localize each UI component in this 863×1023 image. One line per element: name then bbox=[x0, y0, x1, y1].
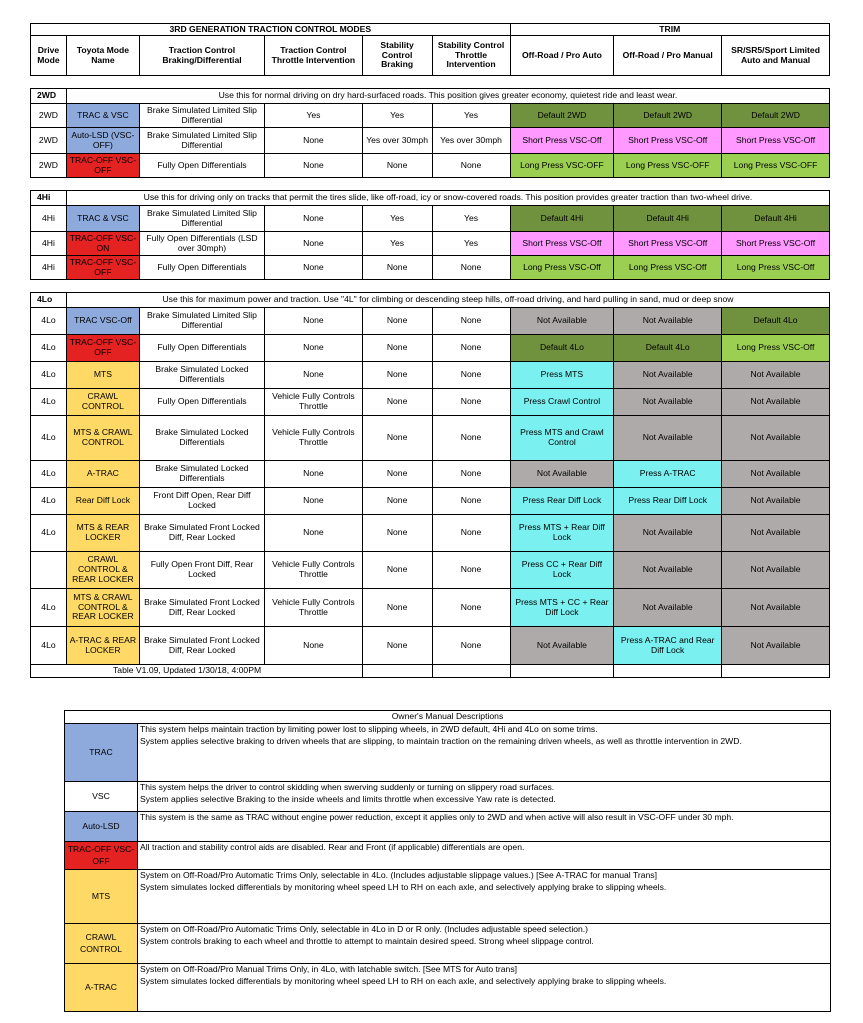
trim-sr-sport-cell: Not Available bbox=[722, 488, 830, 515]
mode-name-cell: TRAC-OFF VSC-OFF bbox=[66, 335, 139, 362]
col-header-offroad-manual: Off-Road / Pro Manual bbox=[614, 36, 722, 76]
section-spacer bbox=[31, 76, 830, 89]
sc-throttle-cell: None bbox=[432, 461, 510, 488]
tc-braking-cell: Brake Simulated Limited Slip Differential bbox=[139, 308, 264, 335]
tc-throttle-cell: Vehicle Fully Controls Throttle bbox=[265, 416, 363, 461]
description-text bbox=[138, 782, 831, 812]
spacer-cell bbox=[31, 178, 830, 191]
drive-mode-cell: 4Lo bbox=[31, 389, 67, 416]
spacer-cell bbox=[31, 280, 830, 293]
trim-offroad-manual-cell: Long Press VSC-Off bbox=[614, 256, 722, 280]
tc-throttle-cell: None bbox=[265, 256, 363, 280]
sc-braking-cell: None bbox=[362, 256, 432, 280]
sc-throttle-cell: Yes bbox=[432, 232, 510, 256]
sc-throttle-cell: None bbox=[432, 416, 510, 461]
description-text bbox=[138, 964, 831, 1012]
section-header-2wd bbox=[31, 89, 830, 104]
tc-throttle-cell: Vehicle Fully Controls Throttle bbox=[265, 552, 363, 589]
tc-throttle-cell: None bbox=[265, 335, 363, 362]
sc-braking-cell: None bbox=[362, 416, 432, 461]
tc-braking-cell: Front Diff Open, Rear Diff Locked bbox=[139, 488, 264, 515]
mode-name-cell: MTS & CRAWL CONTROL bbox=[66, 416, 139, 461]
drive-mode-cell: 2WD bbox=[31, 154, 67, 178]
tc-braking-cell: Brake Simulated Locked Differentials bbox=[139, 362, 264, 389]
drive-mode-cell: 2WD bbox=[31, 104, 67, 128]
description-row bbox=[65, 924, 831, 964]
sc-throttle-cell: Yes bbox=[432, 104, 510, 128]
trim-offroad-manual-cell: Press A-TRAC and Rear Diff Lock bbox=[614, 627, 722, 665]
section-spacer bbox=[31, 178, 830, 191]
footer-empty-cell bbox=[362, 665, 432, 678]
trim-offroad-manual-cell: Not Available bbox=[614, 362, 722, 389]
tc-throttle-cell: None bbox=[265, 461, 363, 488]
trim-offroad-manual-cell: Press Rear Diff Lock bbox=[614, 488, 722, 515]
section-header-4hi bbox=[31, 191, 830, 206]
trim-sr-sport-cell: Not Available bbox=[722, 461, 830, 488]
trim-offroad-auto-cell: Press MTS + Rear Diff Lock bbox=[510, 515, 614, 552]
mode-name-cell: MTS bbox=[66, 362, 139, 389]
trim-offroad-auto-cell: Short Press VSC-Off bbox=[510, 232, 614, 256]
tc-throttle-cell: None bbox=[265, 206, 363, 232]
trim-sr-sport-cell: Not Available bbox=[722, 416, 830, 461]
modes-group-header: 3RD GENERATION TRACTION CONTROL MODES bbox=[31, 24, 511, 36]
mode-name-cell: TRAC & VSC bbox=[66, 104, 139, 128]
trim-offroad-auto-cell: Press MTS + CC + Rear Diff Lock bbox=[510, 589, 614, 627]
trim-offroad-manual-cell: Short Press VSC-Off bbox=[614, 128, 722, 154]
table-row bbox=[31, 552, 830, 589]
mode-name-cell: Rear Diff Lock bbox=[66, 488, 139, 515]
table-row bbox=[31, 627, 830, 665]
mode-name-cell: TRAC-OFF VSC-OFF bbox=[66, 256, 139, 280]
sc-braking-cell: None bbox=[362, 362, 432, 389]
drive-mode-cell: 4Lo bbox=[31, 335, 67, 362]
trim-sr-sport-cell: Not Available bbox=[722, 627, 830, 665]
trim-offroad-auto-cell: Not Available bbox=[510, 308, 614, 335]
description-row bbox=[65, 782, 831, 812]
sc-braking-cell: Yes bbox=[362, 232, 432, 256]
sc-braking-cell: None bbox=[362, 335, 432, 362]
description-row bbox=[65, 812, 831, 842]
drive-mode-cell: 4Hi bbox=[31, 206, 67, 232]
sc-throttle-cell: None bbox=[432, 627, 510, 665]
sc-braking-cell: None bbox=[362, 389, 432, 416]
section-note: Use this for maximum power and traction. Use "4L" for climbing or descending steep hills, off-road driving, and hard pulling in sand, mud or deep snow bbox=[66, 293, 829, 308]
tc-braking-cell: Brake Simulated Limited Slip Differential bbox=[139, 104, 264, 128]
mode-name-cell: Auto-LSD (VSC-OFF) bbox=[66, 128, 139, 154]
table-row bbox=[31, 589, 830, 627]
trim-offroad-auto-cell: Press Rear Diff Lock bbox=[510, 488, 614, 515]
col-header-offroad-auto: Off-Road / Pro Auto bbox=[510, 36, 614, 76]
mode-name-cell: MTS & REAR LOCKER bbox=[66, 515, 139, 552]
trim-offroad-manual-cell: Default 4Hi bbox=[614, 206, 722, 232]
description-line: This system helps maintain traction by limiting power lost to slipping wheels, in 2WD default, 4Hi and 4Lo on some trims. bbox=[140, 724, 598, 734]
trim-offroad-auto-cell: Press MTS bbox=[510, 362, 614, 389]
sc-throttle-cell: None bbox=[432, 154, 510, 178]
section-spacer bbox=[31, 280, 830, 293]
tc-braking-cell: Brake Simulated Front Locked Diff, Rear Locked bbox=[139, 515, 264, 552]
trim-offroad-auto-cell: Long Press VSC-OFF bbox=[510, 154, 614, 178]
trim-sr-sport-cell: Not Available bbox=[722, 552, 830, 589]
tc-throttle-cell: None bbox=[265, 154, 363, 178]
tc-throttle-cell: None bbox=[265, 232, 363, 256]
sc-throttle-cell: None bbox=[432, 589, 510, 627]
table-row bbox=[31, 256, 830, 280]
description-row bbox=[65, 724, 831, 782]
drive-mode-cell: 4Lo bbox=[31, 461, 67, 488]
trim-offroad-auto-cell: Long Press VSC-Off bbox=[510, 256, 614, 280]
drive-mode-cell: 4Lo bbox=[31, 589, 67, 627]
description-line: This system is the same as TRAC without engine power reduction, except it applies only to 2WD and when active will also result in VSC-OFF under 30 mph. bbox=[140, 812, 734, 822]
description-line: System controls braking to each wheel and throttle to attempt to maintain desired speed. Strong wheel slippage control. bbox=[140, 935, 594, 946]
table-row bbox=[31, 416, 830, 461]
tc-braking-cell: Brake Simulated Locked Differentials bbox=[139, 461, 264, 488]
sc-braking-cell: None bbox=[362, 552, 432, 589]
description-term: TRAC bbox=[65, 724, 138, 782]
tc-braking-cell: Fully Open Differentials bbox=[139, 389, 264, 416]
tc-braking-cell: Fully Open Differentials bbox=[139, 335, 264, 362]
trim-offroad-manual-cell: Not Available bbox=[614, 308, 722, 335]
trim-sr-sport-cell: Short Press VSC-Off bbox=[722, 128, 830, 154]
description-row bbox=[65, 964, 831, 1012]
mode-name-cell: TRAC-OFF VSC-OFF bbox=[66, 154, 139, 178]
tc-braking-cell: Fully Open Front Diff, Rear Locked bbox=[139, 552, 264, 589]
tc-throttle-cell: None bbox=[265, 308, 363, 335]
sc-throttle-cell: None bbox=[432, 308, 510, 335]
traction-modes-table bbox=[30, 23, 830, 678]
footer-empty-cell bbox=[432, 665, 510, 678]
trim-offroad-manual-cell: Not Available bbox=[614, 389, 722, 416]
description-term: MTS bbox=[65, 870, 138, 924]
sc-braking-cell: None bbox=[362, 488, 432, 515]
col-header-drive-mode: Drive Mode bbox=[31, 36, 67, 76]
sc-braking-cell: Yes bbox=[362, 206, 432, 232]
mode-name-cell: A-TRAC bbox=[66, 461, 139, 488]
trim-sr-sport-cell: Default 2WD bbox=[722, 104, 830, 128]
trim-offroad-manual-cell: Not Available bbox=[614, 589, 722, 627]
drive-mode-cell: 4Lo bbox=[31, 515, 67, 552]
table-row bbox=[31, 389, 830, 416]
description-term: Auto-LSD bbox=[65, 812, 138, 842]
mode-name-cell: CRAWL CONTROL bbox=[66, 389, 139, 416]
mode-name-cell: A-TRAC & REAR LOCKER bbox=[66, 627, 139, 665]
mode-name-cell: CRAWL CONTROL & REAR LOCKER bbox=[66, 552, 139, 589]
table-row bbox=[31, 154, 830, 178]
trim-sr-sport-cell: Default 4Lo bbox=[722, 308, 830, 335]
table-row bbox=[31, 362, 830, 389]
drive-mode-cell: 4Lo bbox=[31, 488, 67, 515]
col-header-tc-braking: Traction Control Braking/Differential bbox=[139, 36, 264, 76]
description-line: All traction and stability control aids are disabled. Rear and Front (if applicable) differentials are open. bbox=[140, 842, 525, 852]
footer-empty-cell bbox=[510, 665, 614, 678]
sc-throttle-cell: Yes bbox=[432, 206, 510, 232]
description-text bbox=[138, 812, 831, 842]
section-header-4lo bbox=[31, 293, 830, 308]
drive-mode-cell: 4Hi bbox=[31, 232, 67, 256]
drive-mode-cell bbox=[31, 552, 67, 589]
description-row bbox=[65, 870, 831, 924]
footer-empty-cell bbox=[722, 665, 830, 678]
section-label: 4Lo bbox=[31, 293, 67, 308]
description-text bbox=[138, 724, 831, 782]
sc-braking-cell: None bbox=[362, 154, 432, 178]
trim-offroad-manual-cell: Not Available bbox=[614, 552, 722, 589]
tc-throttle-cell: Vehicle Fully Controls Throttle bbox=[265, 389, 363, 416]
section-label: 2WD bbox=[31, 89, 67, 104]
table-row bbox=[31, 515, 830, 552]
sc-braking-cell: None bbox=[362, 627, 432, 665]
trim-offroad-auto-cell: Press MTS and Crawl Control bbox=[510, 416, 614, 461]
description-line: This system helps the driver to control skidding when swerving suddenly or turning on slippery road surfaces. bbox=[140, 782, 555, 792]
descriptions-title: Owner's Manual Descriptions bbox=[65, 711, 831, 724]
trim-sr-sport-cell: Not Available bbox=[722, 389, 830, 416]
tc-throttle-cell: None bbox=[265, 128, 363, 154]
section-note: Use this for driving only on tracks that permit the tires slide, like off-road, icy or snow-covered roads. This position provides greater traction than two-wheel drive. bbox=[66, 191, 829, 206]
sc-throttle-cell: None bbox=[432, 256, 510, 280]
tc-braking-cell: Brake Simulated Limited Slip Differential bbox=[139, 206, 264, 232]
sc-throttle-cell: None bbox=[432, 488, 510, 515]
trim-offroad-auto-cell: Default 4Lo bbox=[510, 335, 614, 362]
col-header-mode-name: Toyota Mode Name bbox=[66, 36, 139, 76]
sc-throttle-cell: None bbox=[432, 552, 510, 589]
sc-braking-cell: None bbox=[362, 461, 432, 488]
drive-mode-cell: 2WD bbox=[31, 128, 67, 154]
tc-throttle-cell: Vehicle Fully Controls Throttle bbox=[265, 589, 363, 627]
drive-mode-cell: 4Hi bbox=[31, 256, 67, 280]
trim-sr-sport-cell: Not Available bbox=[722, 362, 830, 389]
table-version-note: Table V1.09, Updated 1/30/18, 4:00PM bbox=[31, 665, 363, 678]
table-row bbox=[31, 335, 830, 362]
sc-braking-cell: None bbox=[362, 308, 432, 335]
tc-braking-cell: Brake Simulated Limited Slip Differential bbox=[139, 128, 264, 154]
table-row bbox=[31, 104, 830, 128]
tc-braking-cell: Brake Simulated Front Locked Diff, Rear Locked bbox=[139, 589, 264, 627]
description-text bbox=[138, 842, 831, 870]
description-term: CRAWL CONTROL bbox=[65, 924, 138, 964]
sc-braking-cell: None bbox=[362, 515, 432, 552]
sc-braking-cell: None bbox=[362, 589, 432, 627]
description-line: System on Off-Road/Pro Automatic Trims Only, selectable in 4Lo. (Includes adjustable slippage values.) [See A-TRAC for manual Trans] bbox=[140, 870, 657, 880]
sc-braking-cell: Yes over 30mph bbox=[362, 128, 432, 154]
description-term: VSC bbox=[65, 782, 138, 812]
footer-empty-cell bbox=[614, 665, 722, 678]
trim-sr-sport-cell: Not Available bbox=[722, 589, 830, 627]
tc-throttle-cell: Yes bbox=[265, 104, 363, 128]
trim-offroad-auto-cell: Short Press VSC-Off bbox=[510, 128, 614, 154]
col-header-sr-sport: SR/SR5/Sport Limited Auto and Manual bbox=[722, 36, 830, 76]
trim-offroad-manual-cell: Not Available bbox=[614, 416, 722, 461]
trim-offroad-auto-cell: Press Crawl Control bbox=[510, 389, 614, 416]
table-row bbox=[31, 461, 830, 488]
drive-mode-cell: 4Lo bbox=[31, 308, 67, 335]
trim-offroad-auto-cell: Not Available bbox=[510, 627, 614, 665]
table-row bbox=[31, 206, 830, 232]
tc-braking-cell: Brake Simulated Front Locked Diff, Rear Locked bbox=[139, 627, 264, 665]
trim-sr-sport-cell: Long Press VSC-OFF bbox=[722, 154, 830, 178]
tc-braking-cell: Fully Open Differentials bbox=[139, 154, 264, 178]
mode-name-cell: TRAC VSC-Off bbox=[66, 308, 139, 335]
drive-mode-cell: 4Lo bbox=[31, 416, 67, 461]
description-line: System simulates locked differentials by monitoring wheel speed LH to RH on each axle, and selectively applying brake to slipping wheels. bbox=[140, 975, 667, 986]
section-label: 4Hi bbox=[31, 191, 67, 206]
trim-offroad-manual-cell: Default 2WD bbox=[614, 104, 722, 128]
tc-throttle-cell: None bbox=[265, 362, 363, 389]
trim-offroad-auto-cell: Default 4Hi bbox=[510, 206, 614, 232]
mode-name-cell: MTS & CRAWL CONTROL & REAR LOCKER bbox=[66, 589, 139, 627]
trim-offroad-manual-cell: Short Press VSC-Off bbox=[614, 232, 722, 256]
table-row bbox=[31, 488, 830, 515]
description-line: System applies selective braking to driven wheels that are slipping, to maintain traction on the remaining driven wheels, as well as throttle intervention in 2WD. bbox=[140, 735, 742, 746]
sc-braking-cell: Yes bbox=[362, 104, 432, 128]
tc-throttle-cell: None bbox=[265, 627, 363, 665]
trim-offroad-manual-cell: Default 4Lo bbox=[614, 335, 722, 362]
description-text bbox=[138, 924, 831, 964]
description-line: System applies selective Braking to the inside wheels and limits throttle when excessive Yaw rate is detected. bbox=[140, 793, 556, 804]
description-row bbox=[65, 842, 831, 870]
drive-mode-cell: 4Lo bbox=[31, 627, 67, 665]
spacer-cell bbox=[31, 76, 830, 89]
tc-throttle-cell: None bbox=[265, 515, 363, 552]
table-footer bbox=[31, 665, 830, 678]
sc-throttle-cell: None bbox=[432, 362, 510, 389]
table-row bbox=[31, 232, 830, 256]
trim-sr-sport-cell: Long Press VSC-Off bbox=[722, 256, 830, 280]
sc-throttle-cell: None bbox=[432, 335, 510, 362]
trim-sr-sport-cell: Default 4Hi bbox=[722, 206, 830, 232]
description-text bbox=[138, 870, 831, 924]
trim-group-header: TRIM bbox=[510, 24, 829, 36]
trim-offroad-auto-cell: Not Available bbox=[510, 461, 614, 488]
trim-sr-sport-cell: Not Available bbox=[722, 515, 830, 552]
trim-sr-sport-cell: Long Press VSC-Off bbox=[722, 335, 830, 362]
trim-offroad-auto-cell: Press CC + Rear Diff Lock bbox=[510, 552, 614, 589]
description-line: System simulates locked differentials by monitoring wheel speed LH to RH on each axle, and selectively applying brake to slipping wheels. bbox=[140, 881, 667, 892]
sc-throttle-cell: None bbox=[432, 515, 510, 552]
drive-mode-cell: 4Lo bbox=[31, 362, 67, 389]
col-header-sc-braking: Stability Control Braking bbox=[362, 36, 432, 76]
tc-braking-cell: Brake Simulated Locked Differentials bbox=[139, 416, 264, 461]
mode-name-cell: TRAC & VSC bbox=[66, 206, 139, 232]
description-term: A-TRAC bbox=[65, 964, 138, 1012]
tc-braking-cell: Fully Open Differentials (LSD over 30mph) bbox=[139, 232, 264, 256]
trim-offroad-manual-cell: Long Press VSC-OFF bbox=[614, 154, 722, 178]
description-line: System on Off-Road/Pro Manual Trims Only, in 4Lo, with latchable switch. [See MTS for Auto trans] bbox=[140, 964, 518, 974]
tc-throttle-cell: None bbox=[265, 488, 363, 515]
owners-manual-descriptions bbox=[64, 710, 831, 1012]
col-header-tc-throttle: Traction Control Throttle Intervention bbox=[265, 36, 363, 76]
trim-offroad-auto-cell: Default 2WD bbox=[510, 104, 614, 128]
table-row bbox=[31, 128, 830, 154]
trim-offroad-manual-cell: Not Available bbox=[614, 515, 722, 552]
table-row bbox=[31, 308, 830, 335]
trim-sr-sport-cell: Short Press VSC-Off bbox=[722, 232, 830, 256]
col-header-sc-throttle: Stability Control Throttle Intervention bbox=[432, 36, 510, 76]
sc-throttle-cell: None bbox=[432, 389, 510, 416]
trim-offroad-manual-cell: Press A-TRAC bbox=[614, 461, 722, 488]
tc-braking-cell: Fully Open Differentials bbox=[139, 256, 264, 280]
sc-throttle-cell: Yes over 30mph bbox=[432, 128, 510, 154]
mode-name-cell: TRAC-OFF VSC-ON bbox=[66, 232, 139, 256]
description-line: System on Off-Road/Pro Automatic Trims Only, selectable in 4Lo in D or R only. (Includes adjustable speed selection.) bbox=[140, 924, 589, 934]
description-term: TRAC-OFF VSC-OFF bbox=[65, 842, 138, 870]
section-note: Use this for normal driving on dry hard-surfaced roads. This position gives greater economy, quietest ride and least wear. bbox=[66, 89, 829, 104]
